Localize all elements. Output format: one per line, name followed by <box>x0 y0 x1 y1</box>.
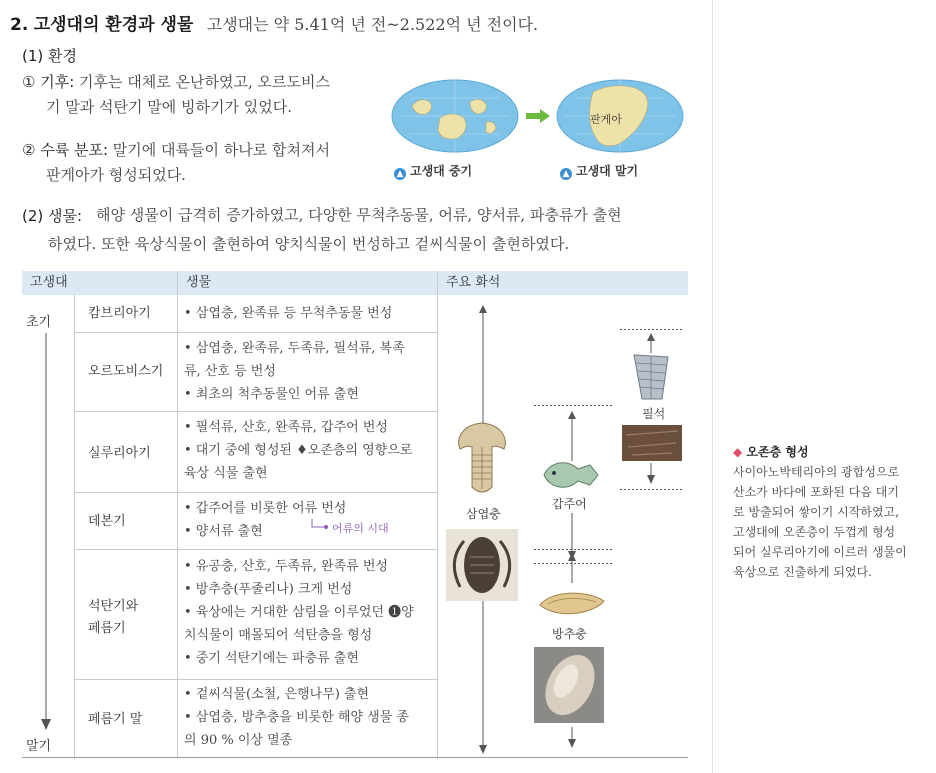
ostracoderm-start-line <box>534 405 614 406</box>
transition-arrow-icon <box>525 108 551 124</box>
graptolite-label: 필석 <box>642 407 666 421</box>
fusulinid-label: 방추충 <box>552 627 587 641</box>
silurian-items: • 필석류, 산호, 완족류, 갑주어 번성 • 대기 중에 형성된 ♦오존층의 영향으로 육상 식물 출현 <box>184 420 413 481</box>
organisms-label: (2) 생물: <box>22 207 83 225</box>
graptolite-end-icon <box>646 463 656 485</box>
devonian-items: • 갑주어를 비롯한 어류 번성 • 양서류 출현 <box>184 501 347 539</box>
fusulinid-start-line <box>534 549 614 550</box>
time-arrow-icon <box>40 333 52 731</box>
era-early-label: 초기 <box>26 315 52 330</box>
early-map-caption: ▲ 고생대 중기 <box>394 162 472 180</box>
graptolite-end-line <box>620 489 682 490</box>
late-map-caption: ▲ 고생대 말기 <box>560 162 638 180</box>
period-cambrian: 캄브리아기 <box>88 306 151 321</box>
fusulinid-range-icon <box>567 553 577 583</box>
sidenote-body: 사이아노박테리아의 광합성으로 산소가 바다에 포화된 다음 대기 로 방출되어 쌓이기 시작하였고, 고생대에 오존층이 두껍게 형성 되어 실루리아기에 이르러 생물이 육상으로 진출하게 되었다. <box>733 465 907 579</box>
section-title: 고생대의 환경과 생물 <box>33 15 194 35</box>
era-late-label: 말기 <box>26 739 52 754</box>
carboniferous-items: • 유공충, 산호, 두족류, 완족류 번성 • 방추충(푸줄리나) 크게 번성 • 육상에는 거대한 삼림을 이루었던 ❶양 치식물이 매몰되어 석탄층을 형성 • 중기 석탄기에는 파충류 출현 <box>184 559 414 666</box>
caption-up-icon: ▲ <box>560 168 572 180</box>
graptolite-range-icon <box>646 333 656 353</box>
sidenote <box>733 443 907 582</box>
trilobite-label: 삼엽충 <box>466 507 501 521</box>
sidenote-title: ◆ 오존층 형성 <box>733 445 809 459</box>
header-era: 고생대 <box>22 271 177 295</box>
climate-marker: ① <box>22 73 36 91</box>
graptolite-photo <box>622 425 682 461</box>
land-line-1: 말기에 대륙들이 하나로 합쳐져서 <box>112 141 330 159</box>
section-number: 2. <box>10 15 29 35</box>
environment-label: (1) 환경 <box>22 47 77 65</box>
land-item: ② 수륙 분포: 말기에 대륙들이 하나로 합쳐져서 판게아가 형성되었다. <box>22 141 330 184</box>
trilobite-drawing-icon <box>454 421 510 497</box>
period-carboniferous-permian: 석탄기와 페름기 <box>88 599 139 636</box>
period-ordovician: 오르도비스기 <box>88 364 164 379</box>
fish-age-note: 어류의 시대 <box>332 522 389 535</box>
organisms-line-2: 하였다. 또한 육상식물이 출현하여 양치식물이 번성하고 겉씨식물이 출현하였다. <box>48 235 570 253</box>
land-line-2: 판게아가 형성되었다. <box>46 166 186 184</box>
land-marker: ② <box>22 141 36 159</box>
header-fossils: 주요 화석 <box>438 271 688 295</box>
land-term: 수륙 분포 <box>40 141 103 159</box>
pangaea-label: 판게아 <box>590 113 622 126</box>
period-late-permian: 페름기 말 <box>88 712 143 727</box>
early-paleozoic-globe <box>390 78 520 154</box>
header-organisms: 생물 <box>178 271 437 295</box>
climate-item: ① 기후: 기후는 대체로 온난하였고, 오르도비스 기 말과 석탄기 말에 빙하기가 있었다. <box>22 73 330 116</box>
fish-age-pointer-icon <box>310 519 330 533</box>
graptolite-drawing-icon <box>628 353 674 401</box>
climate-term: 기후 <box>40 73 70 91</box>
section-heading <box>10 10 538 35</box>
ostracoderm-drawing-icon <box>540 457 602 495</box>
caption-up-icon: ▲ <box>394 168 406 180</box>
ostracoderm-label: 갑주어 <box>552 497 587 511</box>
period-silurian: 실루리아기 <box>88 446 151 461</box>
organisms-line-1: 해양 생물이 급격히 증가하였고, 다양한 무척추동물, 어류, 양서류, 파충류가 출현 <box>96 206 622 224</box>
fusulinid-photo <box>534 647 604 723</box>
trilobite-photo <box>446 529 518 601</box>
cambrian-items: • 삼엽충, 완족류 등 무척추동물 번성 <box>184 306 393 321</box>
ostracoderm-range-icon <box>567 411 577 463</box>
paleozoic-table <box>22 271 688 758</box>
section-lead: 고생대는 약 5.41억 년 전~2.522억 년 전이다. <box>206 15 539 34</box>
graptolite-start-line <box>620 329 682 330</box>
climate-line-2: 기 말과 석탄기 말에 빙하기가 있었다. <box>46 98 292 116</box>
late-permian-items: • 겉씨식물(소철, 은행나무) 출현 • 삼엽충, 방추충을 비롯한 해양 생물 종 의 90 % 이상 멸종 <box>184 687 409 748</box>
ordovician-items: • 삼엽충, 완족류, 두족류, 필석류, 복족 류, 산호 등 번성 • 최초의 척추동물인 어류 출현 <box>184 341 405 402</box>
period-devonian: 데본기 <box>88 514 126 529</box>
column-divider <box>712 0 713 773</box>
fusulinid-end-icon <box>567 727 577 749</box>
climate-line-1: 기후는 대체로 온난하였고, 오르도비스 <box>79 73 330 91</box>
fusulinid-drawing-icon <box>536 587 608 621</box>
